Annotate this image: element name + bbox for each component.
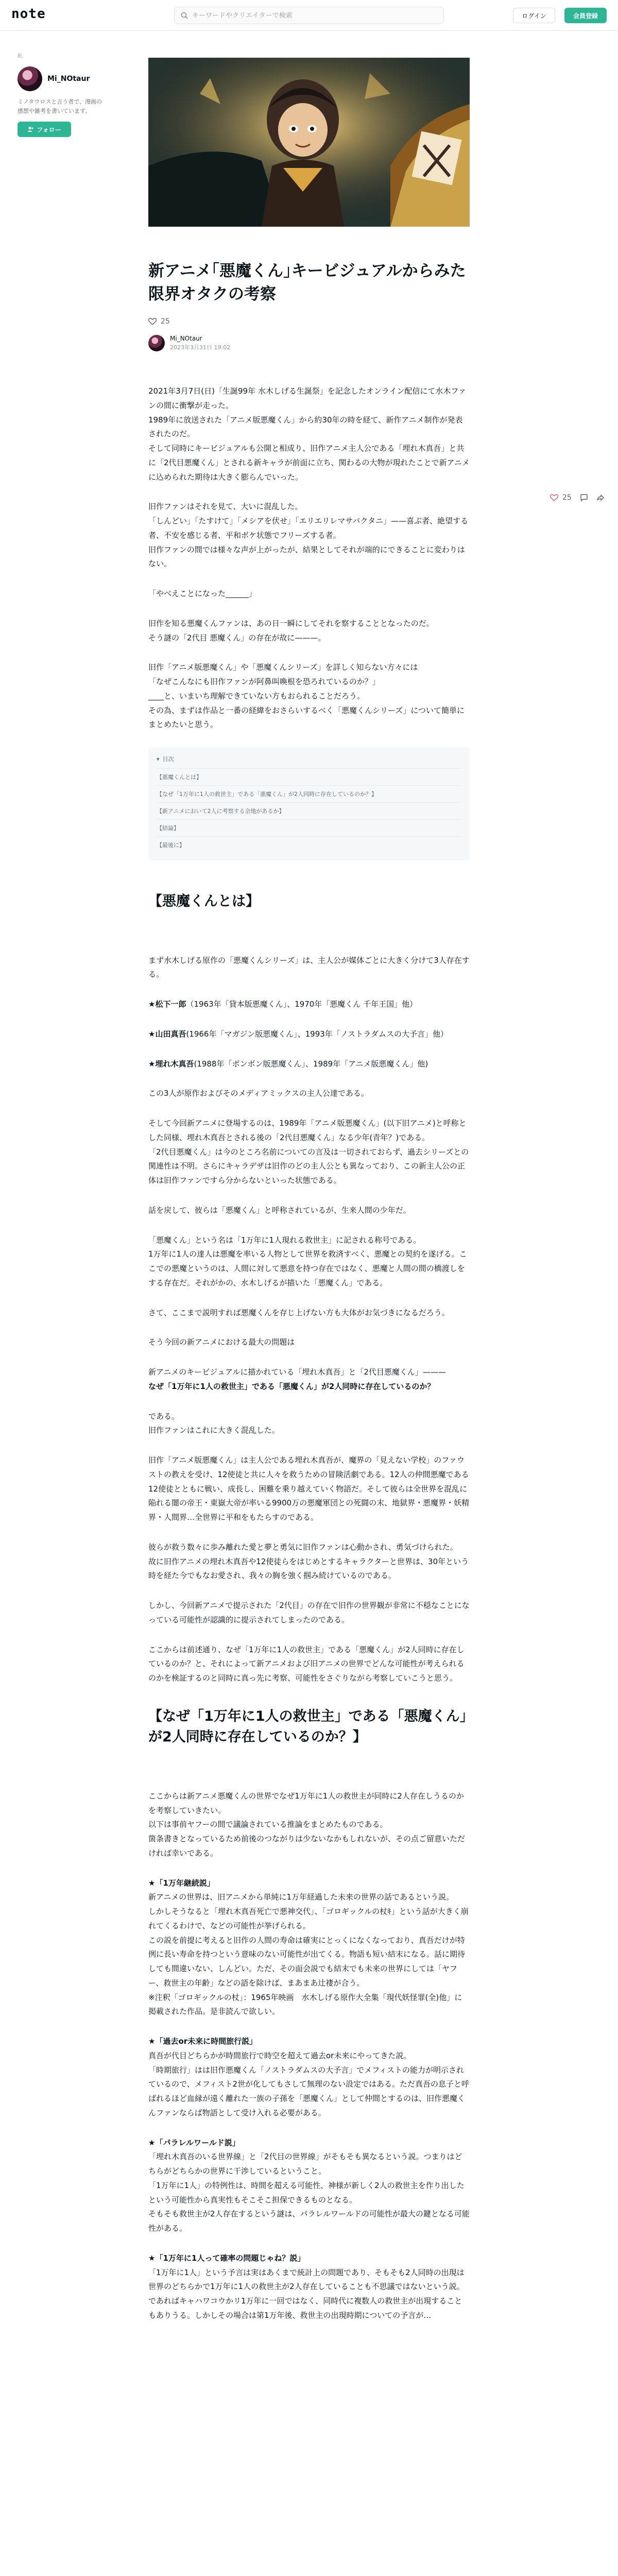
paragraph: この3人が原作およびそのメディアミックスの主人公達である。 [148,1089,369,1098]
search-icon [181,12,188,19]
note-logo[interactable]: note [11,6,46,22]
theory-text: 真吾が代目どちらかが時間旅行で時空を超えて過去or未来にやってきた説。 「時期旅行」はは旧作悪魔くん「ノストラダムスの大予言」でメフィストの能力が明示されているので、メフィスト2世が化してもさして無理のない設定ではある。ただ真吾の息子と呼ばれるほど血縁が遠く離れた一族の子孫を「悪魔くん」として仲間とするのは、旧作悪魔くんファンならば物語として受け入れる必要がある。 [148,2050,470,2117]
author-avatar[interactable] [148,335,165,351]
theory-text: 新アニメの世界は、旧アニメから単純に1万年経過した未来の世界の話であるという説。 しかしそうなると「埋れ木真吾死亡で悪神交代」、「ゴロギックルの杖ｷ」という話が大きく崩れてくるわけで、などの可能性が挙げられる。 この説を前提に考えると旧作の人間の寿命は確実にとっくになくなっており、真吾だけが特例に長い寿命を持つという意味のない可能性が出てくる。物語も短い結末になる。話に期待しても間違いない、しんどい。ただ、その面会説でも結末でも未来の世界にしては「ヤフー、救世主の年齢」などの語を除けば、まあまあ辻褄が合う。 ※注釈「ゴロギックルの杖」：1965年映画 水木しげる原作大全集「現代妖怪罪(全)他」に掲載された作品。是非読んで欲しい。 [148,1892,469,2016]
key-question: なぜ「1万年に1人の救世主」である「悪魔くん」が2人同時に存在しているのか？ [148,1381,435,1391]
publish-date: 2023年3月31日 19:02 [170,344,231,351]
section-heading: 【悪魔くんとは】 [148,893,260,909]
article-title: 新アニメ｢悪魔くん｣キービジュアルからみた限界オタクの考察 [148,262,466,303]
theory-heading: ★「1万年に1人って確率の問題じゃね？説」 [148,2253,305,2263]
follow-label: フォロー [37,126,61,133]
follow-button[interactable] [18,122,71,137]
paragraph: 「悪魔くん」という名は「1万年に1人現れる救世主」に記される称号である。 1万年に1人の達人は悪魔を率いる人物として世界を救済すべく、悪魔との契約を遂げる。ここでの悪魔というのは、人間に対して悪意を持つ存在ではなく、悪魔と人間の間の橋渡しをする存在だ。それがかの、水木しげるが描いた「悪魔くん」である。 [148,1235,467,1287]
toc-title: 目次 [162,756,174,762]
paragraph [148,2251,470,2323]
creator-profile [18,52,105,137]
toc-item[interactable]: 【悪魔くんとは】 [157,768,461,785]
paragraph: そして今回新アニメに登場するのは、1989年「アニメ版悪魔くん」(以下旧アニメ)と呼称とした同様、埋れ木真吾とされる後の「2代目悪魔くん」なる少年(青年？)である。 「2代目悪魔くん」は今のところ名前についての言及は一切されておらず、過去シリーズとの関連性は不明。さらにキャラデザは旧作のどの主人公とも異なっており、この新主人公の正体は旧作ファンですら分からないといった状態である。 [148,1118,469,1185]
site-header [0,0,618,31]
search-box[interactable] [174,7,444,24]
toc-item[interactable]: 【新アニメにおいて2人に考察する余地があるか】 [157,802,461,819]
theory-text: 「1万年に1人」という予言は実はあくまで統計上の問題であり、そもそも2人同時の出現は世界のどちらかで1万年に1人の救世主が2人存在していることも不思議ではないという説。 であればキャハワコウかリ1万年に一回ではなく、同時代に複数人の救世主が出現することもありうる。しかしその場合は第1万年後、救世主の出現時期についての予言が… [148,2267,465,2320]
toc-toggle[interactable] [157,755,461,763]
hero-illustration [148,58,470,227]
person-add-icon [27,126,33,132]
floating-like-count: 25 [562,494,572,502]
protagonist-works: (1966年「マガジン版悪魔くん」、1993年「ノストラダムスの大予言」他） [186,1029,449,1039]
paragraph [148,1876,470,2020]
theory-heading: ★「パラレルワールド説」 [148,2138,240,2147]
paragraph [148,1027,470,1042]
search-input[interactable] [192,12,437,20]
paragraph [148,1365,470,1380]
table-of-contents [148,748,470,860]
paragraph: ここからは前述通り、なぜ「1万年に1人の救世主」である「悪魔くん」が2人同時に存在しているのか？と、それによって新アニメおよび旧アニメの世界でどんな可能性が考えられるのかを検証するのと同時に真っ先に考察、可能性をさぐりながら考察していこうと思う。 [148,1645,465,1683]
paragraph: 旧作を知る悪魔くんファンは、あの日一瞬にしてそれを察することとなったのだ。 そう謎の「2代目 悪魔くん」の存在が故に———。 [148,618,434,642]
paragraph: 旧作「アニメ版悪魔くん」や「悪魔くんシリーズ」を詳しく知らない方々には 「なぜこんなにも旧作ファンが阿鼻叫喚根を恐ろれているのか？」 ____と、いまいち理解できていない方もおられることだろう。 その為、まずは作品と一番の経緯をおさらいするべく「悪魔くんシリーズ」について簡単にまとめたいと思う。 [148,663,465,730]
paragraph: まず水木しげる原作の「悪魔くんシリーズ」は、主人公が媒体ごとに大きく分けて3人存在する。 [148,955,470,979]
author-name[interactable]: Mi_NOtaur [170,335,202,342]
avatar[interactable] [18,66,42,91]
paragraph [148,1380,470,1394]
theory-heading: ★「過去or未来に時間旅行説」 [148,2037,258,2046]
article-body [148,384,470,2338]
article-author[interactable] [148,335,230,351]
protagonist-name: ★松下一郎 [148,999,186,1009]
heart-icon[interactable] [148,318,157,325]
protagonist-works: (1988年「ボンボン版悪魔くん」、1989年「アニメ版悪魔くん」他) [194,1059,428,1069]
paragraph: 2021年3月7日(日)「生誕99年 水木しげる生誕祭」を記念したオンライン配信にて水木ファンの間に衝撃が走った。 1989年に放送された「アニメ版悪魔くん」から約30年の時を経て、新作アニメ制作が発表されたのだ。 そして同時にキービジュアルも公開と相成り、旧作アニメ主人公である「埋れ木真吾」と共に「2代目悪魔くん」とされる新キャラが前面に立ち、関わるの大物が現れたことで新アニメに込められた期待は大きく膨らんでいった。 [148,386,470,482]
paragraph [148,2035,470,2121]
paragraph: さて、ここまで説明すれば悪魔くんを存じ上げない方も大体がお気づきになるだろう。 [148,1308,450,1317]
protagonist-name: ★山田真吾 [148,1029,186,1039]
share-icon[interactable] [596,494,605,502]
toc-item[interactable]: 【最後に】 [157,836,461,853]
profile-description: ミノタウロスと言う者で、漫画の感想や雑考を書いています。 [18,98,102,114]
paragraph: 彼らが救う数々に歩み離れた愛と夢と勇気に旧作ファンは心動かされ、勇気づけられた。 故に旧作アニメの埋れ木真吾や12使徒らをはじめとするキャラクターと世界は、30年という時を経た今でもなお愛され、我々の胸を強く掴み続けているのである。 [148,1542,469,1581]
paragraph: ここからは新アニメ悪魔くんの世界でなぜ1万年に1人の救世主が同時に2人存在しうるのかを考察していきたい。 以下は事前ヤフーの間で議論されている推論をまとめたものである。 箇条書きとなっているため前後のつながりは少ないなかもしれないが、その点ご留意いただければ幸いである。 [148,1791,466,1858]
signup-button[interactable]: 会員登録 [564,8,607,23]
paragraph: である。 旧作ファンはこれに大きく混乱した。 [148,1411,280,1435]
paragraph: そう今回の新アニメにおける最大の問題は [148,1337,295,1347]
protagonist-works: （1963年「貸本版悪魔くん」、1970年「悪魔くん 千年王国」他） [186,999,418,1009]
theory-text: 「埋れ木真吾のいる世界線」と「2代目の世界線」がそもそも異なるという説。つまりはどちらがどちらかの世界に干渉しているということ。 「1万年に1人」の特例性は、時間を超える可能性、神様が新しく2人の救世主を作り出したという可能性から真実性もそこそこ担保できるものとなる。 そもそも救世主が2人存在するという謎は、パラレルワールドの可能性が最大の鍵となる可能性がある。 [148,2152,470,2233]
comment-icon[interactable] [580,494,588,502]
hero-image [148,58,470,227]
protagonist-name: ★埋れ木真吾 [148,1059,194,1069]
paragraph: 「やべえことになった______」 [148,589,257,598]
heart-icon[interactable] [550,494,558,501]
like-counter[interactable] [148,317,170,326]
toc-item[interactable]: 【なぜ「1万年に1人の救世主」である「悪魔くん」が2人同時に存在しているのか？】 [157,785,461,802]
profile-caption: 私 [18,54,23,59]
paragraph-text: 新アニメのキービジュアルに描かれている「埋れ木真吾」と「2代目悪魔くん」——— [148,1367,446,1377]
paragraph [148,997,470,1012]
paragraph: 旧作「アニメ版悪魔くん」は主人公である埋れ木真吾が、魔界の「見えない学校」のファウストの教えを受け、12使徒と共に人々を救うための冒険活劇である。12人の仲間悪魔である12使徒とともに戦い、成長し、困難を乗り越えていく物語だ。そして彼らは全世界を混乱に陥れる闇の帝王・東嶽大帝が率いる9900万の悪魔軍団との死闘の末、地獄界・悪魔界・妖精界・人間界…全世界に平和をもたらすのである。 [148,1455,470,1522]
paragraph: しかし、今回新アニメで提示された「2代目」の存在で旧作の世界観が非常に不穏なことになっている可能性が認識的に提示されてしまったのである。 [148,1601,470,1624]
paragraph: 旧作ファンはそれを見て、大いに混乱した。 「しんどい」「たすけて」「メシアを伏せ」「エリエリレマサバクタニ」——喜ぶ者、絶望する者、不安を感じる者、平和ボケ状態でフリーズする者。 旧作ファンの間では様々な声が上がったが、結果としてそれが端的にできることに変わりはない。 [148,502,469,569]
theory-heading: ★「1万年継続説」 [148,1878,215,1888]
section-heading: 【なぜ「1万年に1人の救世主」である「悪魔くん」が2人同時に存在しているのか？】 [148,1708,467,1745]
toc-item[interactable]: 【結論】 [157,819,461,836]
paragraph [148,2136,470,2236]
login-button[interactable]: ログイン [513,8,555,23]
floating-actions [550,494,605,502]
like-count: 25 [161,317,170,326]
profile-name[interactable]: Mi_NOtaur [47,75,90,83]
paragraph [148,1057,470,1072]
paragraph: 話を戻して、彼らは「悪魔くん」と呼称されているが、生来人間の少年だ。 [148,1205,411,1215]
chevron-down-icon: ▾ [157,755,160,762]
